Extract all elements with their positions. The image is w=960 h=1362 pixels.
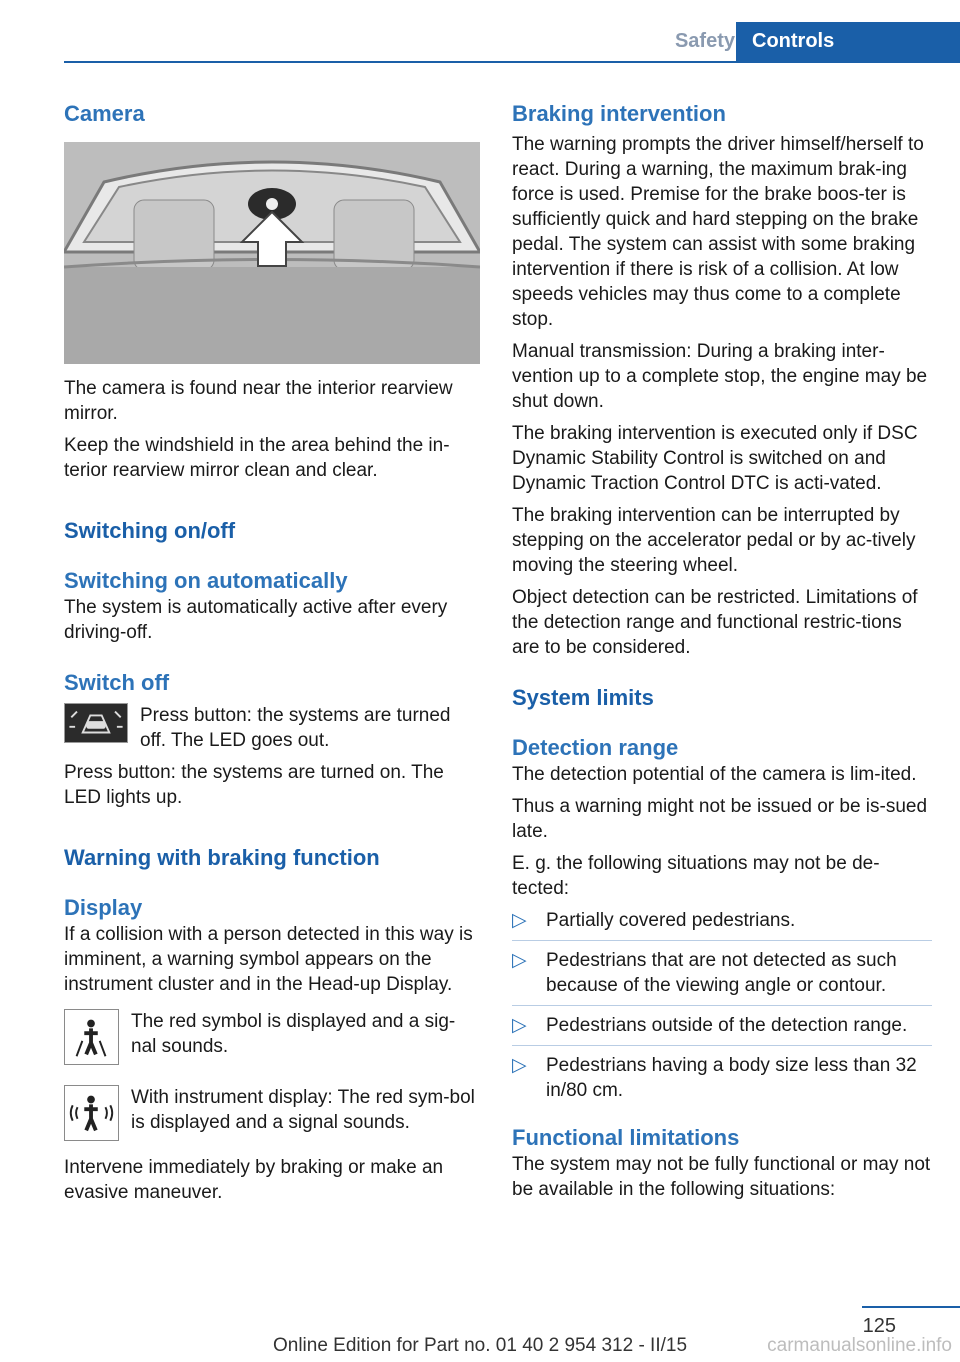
braking-paragraph-4: The braking intervention can be interrupted by stepping on the accelerator pedal or by ac‐tively moving the steering wheel. <box>512 505 916 576</box>
display-heading: Display <box>64 895 143 920</box>
edition-text: Online Edition for Part no. 01 40 2 954 312 - II/15 <box>272 1335 688 1356</box>
auto-paragraph: The system is automatically active after every driving-off. <box>64 597 448 643</box>
switching-heading: Switching on/off <box>64 518 236 543</box>
functional-limitations-heading: Functional limitations <box>512 1125 740 1150</box>
warning-heading: Warning with braking function <box>64 845 380 870</box>
switch-off-icon-text: Press button: the systems are turned off. The LED goes out. <box>140 705 451 751</box>
list-item: ▷ Pedestrians having a body size less than 32 in/80 cm. <box>512 1055 917 1101</box>
intervene-paragraph: Intervene immediately by braking or make an evasive maneuver. <box>64 1157 444 1203</box>
switch-off-row <box>64 703 480 753</box>
triangle-bullet-icon: ▷ <box>512 950 527 971</box>
switch-off-paragraph: Press button: the systems are turned on. The LED lights up. <box>64 762 444 808</box>
display-paragraph: If a collision with a person detected in this way is imminent, a warning symbol appears on the instrument cluster and in the Head-up Display. <box>64 924 473 995</box>
camera-heading: Camera <box>64 101 145 126</box>
left-column <box>64 100 480 1205</box>
range-paragraph-2: Thus a warning might not be issued or be is‐sued late. <box>512 796 928 842</box>
triangle-bullet-icon: ▷ <box>512 1055 527 1076</box>
list-item: ▷ Pedestrians outside of the detection range. <box>512 1013 932 1046</box>
list-item: ▷ Partially covered pedestrians. <box>512 908 932 941</box>
braking-heading: Braking intervention <box>512 101 726 126</box>
braking-paragraph-1: The warning prompts the driver himself/herself to react. During a warning, the maximum brak‐ing force is used. Premise for the brake boos‐ter is sufficiently quick and hard stepping on the brake pedal. The system can assist with some braking intervention if there is risk of a collision. At low speeds vehicles may thus come to a complete stop. <box>512 134 924 330</box>
header-section: Safety <box>674 30 735 52</box>
pedestrian-warning-icon <box>64 1009 119 1065</box>
footer <box>0 1335 960 1357</box>
list-item: ▷ Pedestrians that are not detected as such because of the viewing angle or contour. <box>512 948 932 1006</box>
symbol-row-2 <box>64 1085 480 1141</box>
switch-off-heading: Switch off <box>64 670 170 695</box>
right-column <box>512 100 932 1202</box>
symbol-row-1 <box>64 1009 480 1065</box>
detection-bullet-list <box>512 908 932 1110</box>
triangle-bullet-icon: ▷ <box>512 1015 527 1036</box>
functional-limitations-paragraph: The system may not be fully functional or may not be available in the following situations: <box>512 1154 931 1200</box>
range-paragraph-3: E. g. the following situations may not be de‐tected: <box>512 853 880 899</box>
watermark: carmanualsonline.info <box>767 1335 952 1356</box>
symbol-2-text: With instrument display: The red sym‐bol is displayed and a signal sounds. <box>131 1087 475 1133</box>
header-chapter-tab: Controls <box>736 22 960 62</box>
range-paragraph-1: The detection potential of the camera is lim‐ited. <box>512 764 917 785</box>
camera-illustration <box>64 142 480 364</box>
braking-paragraph-3: The braking intervention is executed only if DSC Dynamic Stability Control is switched on and Dynamic Traction Control DTC is acti‐vated. <box>512 423 918 494</box>
system-limits-heading: System limits <box>512 685 654 710</box>
braking-paragraph-2: Manual transmission: During a braking inter‐vention up to a complete stop, the engine may be shut down. <box>512 341 928 412</box>
camera-paragraph-1: The camera is found near the interior rearview mirror. <box>64 378 453 424</box>
camera-paragraph-2: Keep the windshield in the area behind the in‐terior rearview mirror clean and clear. <box>64 435 450 481</box>
page-number: 125 <box>862 1315 896 1337</box>
auto-heading: Switching on automatically <box>64 568 348 593</box>
triangle-bullet-icon: ▷ <box>512 910 527 931</box>
footer-rule <box>862 1306 960 1308</box>
collision-warning-button-icon <box>64 703 128 743</box>
pedestrian-sound-warning-icon <box>64 1085 119 1141</box>
detection-range-heading: Detection range <box>512 735 679 760</box>
braking-paragraph-5: Object detection can be restricted. Limitations of the detection range and functional restric‐tions are to be considered. <box>512 587 918 658</box>
symbol-1-text: The red symbol is displayed and a sig‐nal sounds. <box>131 1011 456 1057</box>
